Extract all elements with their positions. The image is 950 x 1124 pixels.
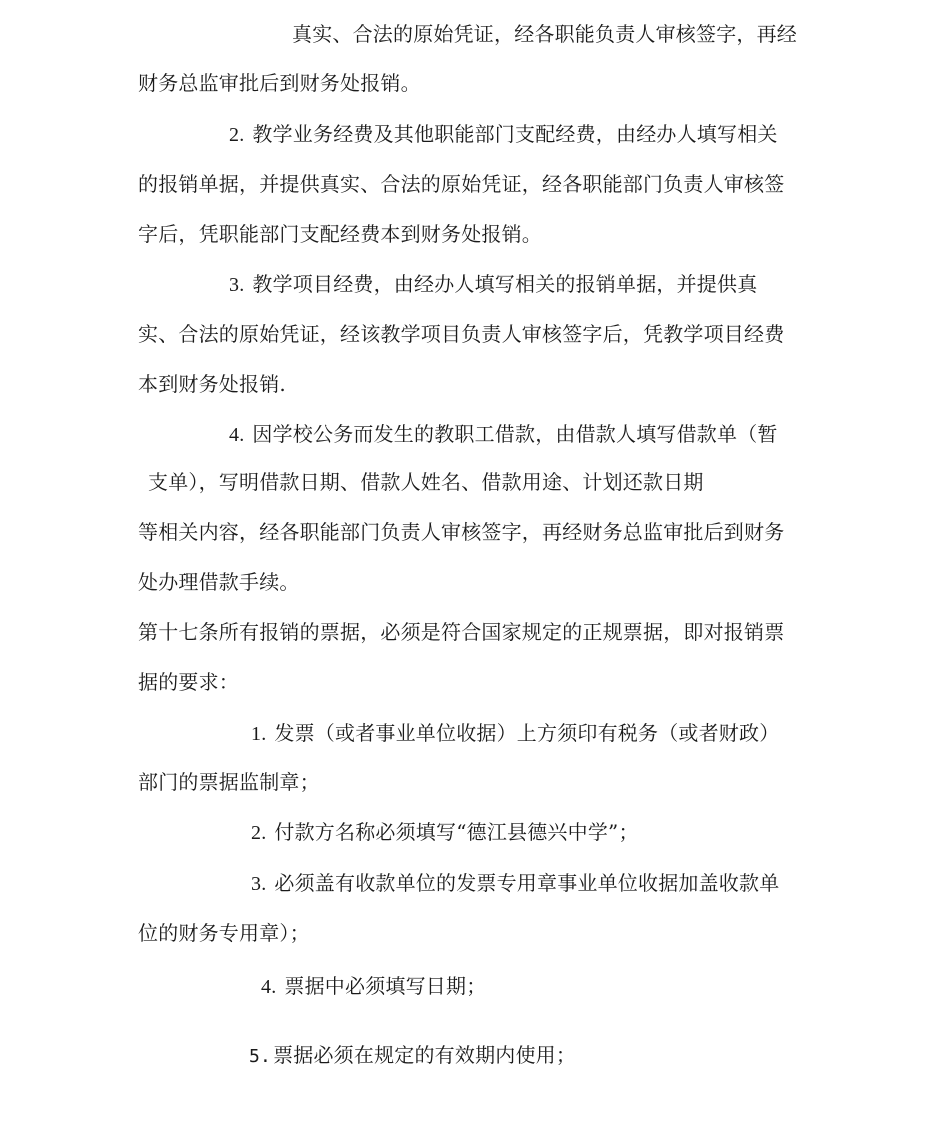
list-number: 4. (229, 424, 245, 446)
list-number: 2. (251, 822, 267, 844)
list-item-text: 票据中必须填写日期； (284, 974, 487, 998)
requirement-item-4 (261, 974, 486, 999)
list-number: 3. (229, 274, 245, 296)
list-item-3 (229, 272, 757, 297)
text-line: 支单），写明借款日期、借款人姓名、借款用途、计划还款日期 (148, 470, 704, 494)
text-line: 的报销单据，并提供真实、合法的原始凭证，经各职能部门负责人审核签 (138, 172, 785, 196)
text-line: 财务总监审批后到财务处报销。 (138, 71, 421, 95)
requirement-item-5 (249, 1043, 576, 1069)
list-item-text: 发票（或者事业单位收据）上方须印有税务（或者财政） (274, 721, 780, 745)
list-item-text: 付款方名称必须填写“德江县德兴中学”； (274, 820, 639, 844)
list-number: 5. (249, 1046, 272, 1067)
list-item-text: 票据必须在规定的有效期内使用； (273, 1043, 577, 1067)
requirement-item-2 (251, 820, 639, 845)
list-item-text: 必须盖有收款单位的发票专用章事业单位收据加盖收款单 (274, 871, 780, 895)
list-item-text: 教学项目经费，由经办人填写相关的报销单据，并提供真 (252, 272, 758, 296)
list-number: 1. (251, 723, 267, 745)
article-17-heading: 第十七条所有报销的票据，必须是符合国家规定的正规票据，即对报销票 (138, 620, 785, 644)
text-line: 字后，凭职能部门支配经费本到财务处报销。 (138, 222, 542, 246)
list-number: 4. (261, 976, 277, 998)
text-line: 等相关内容，经各职能部门负责人审核签字，再经财务总监审批后到财务 (138, 520, 785, 544)
requirement-item-3 (251, 871, 779, 896)
list-item-2 (229, 122, 778, 147)
list-item-4 (229, 422, 778, 447)
text-line: 位的财务专用章）； (138, 921, 310, 945)
text-line: 真实、合法的原始凭证，经各职能负责人审核签字，再经 (292, 22, 797, 46)
text-line: 本到财务处报销. (138, 372, 286, 396)
text-line: 实、合法的原始凭证，经该教学项目负责人审核签字后，凭教学项目经费 (138, 322, 785, 346)
list-item-text: 教学业务经费及其他职能部门支配经费，由经办人填写相关 (252, 122, 778, 146)
text-line: 处办理借款手续。 (138, 570, 300, 594)
text-line: 据的要求： (138, 670, 239, 694)
list-number: 2. (229, 124, 245, 146)
list-item-text: 因学校公务而发生的教职工借款，由借款人填写借款单（暂 (252, 422, 778, 446)
list-number: 3. (251, 873, 267, 895)
text-line: 部门的票据监制章； (138, 770, 320, 794)
requirement-item-1 (251, 721, 779, 746)
